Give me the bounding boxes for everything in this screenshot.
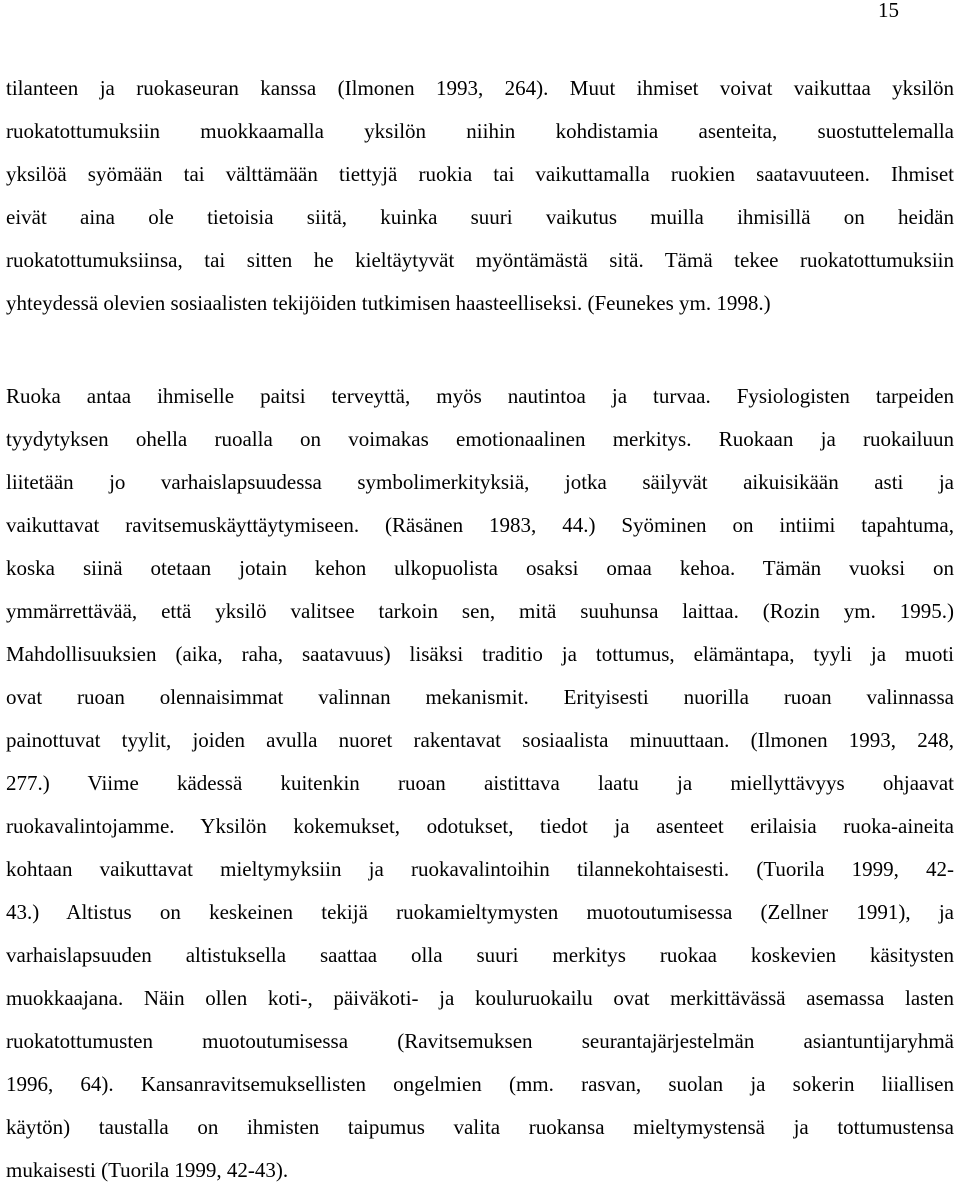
text-line: ovat ruoan olennaisimmat valinnan mekanismit. Erityisesti nuorilla ruoan valinnassa — [6, 685, 954, 709]
paragraph-social-factors — [6, 67, 954, 325]
text-line: muokkaajana. Näin ollen koti-, päiväkoti- ja kouluruokailu ovat merkittävässä asemassa lasten — [6, 986, 954, 1010]
text-line: painottuvat tyylit, joiden avulla nuoret rakentavat sosiaalista minuuttaan. (Ilmonen 1993, 248, — [6, 728, 954, 752]
text-line: ymmärrettävää, että yksilö valitsee tarkoin sen, mitä suuhunsa laittaa. (Rozin ym. 1995.) — [6, 599, 954, 623]
text-line: 277.) Viime kädessä kuitenkin ruoan aistittava laatu ja miellyttävyys ohjaavat — [6, 771, 954, 795]
text-line: Ruoka antaa ihmiselle paitsi terveyttä, myös nautintoa ja turvaa. Fysiologisten tarpeiden — [6, 384, 954, 408]
text-line: koska siinä otetaan jotain kehon ulkopuolista osaksi omaa kehoa. Tämän vuoksi on — [6, 556, 954, 580]
text-line: tilanteen ja ruokaseuran kanssa (Ilmonen 1993, 264). Muut ihmiset voivat vaikuttaa yksilön — [6, 76, 954, 100]
text-line: vaikuttavat ravitsemuskäyttäytymiseen. (Räsänen 1983, 44.) Syöminen on intiimi tapahtuma, — [6, 513, 954, 537]
text-line: liitetään jo varhaislapsuudessa symbolimerkityksiä, jotka säilyvät aikuisikään asti ja — [6, 470, 954, 494]
text-line: tyydytyksen ohella ruoalla on voimakas emotionaalinen merkitys. Ruokaan ja ruokailuun — [6, 427, 954, 451]
page-number: 15 — [878, 0, 899, 22]
text-line: ruokatottumuksiin muokkaamalla yksilön niihin kohdistamia asenteita, suostuttelemalla — [6, 119, 954, 143]
text-line: yhteydessä olevien sosiaalisten tekijöiden tutkimisen haasteelliseksi. (Feunekes ym. 1998.) — [6, 291, 771, 315]
text-line: käytön) taustalla on ihmisten taipumus valita ruokansa mieltymystensä ja tottumustensa — [6, 1115, 954, 1139]
text-line: yksilöä syömään tai välttämään tiettyjä ruokia tai vaikuttamalla ruokien saatavuuteen. Ihmiset — [6, 162, 954, 186]
paragraph-food-meaning — [6, 375, 954, 1192]
text-line: ruokatottumusten muotoutumisessa (Ravitsemuksen seurantajärjestelmän asiantuntijaryhmä — [6, 1029, 954, 1053]
text-line: ruokatottumuksiinsa, tai sitten he kieltäytyvät myöntämästä sitä. Tämä tekee ruokatottumuksiin — [6, 248, 954, 272]
text-line: kohtaan vaikuttavat mieltymyksiin ja ruokavalintoihin tilannekohtaisesti. (Tuorila 1999, 42- — [6, 857, 954, 881]
text-line: 43.) Altistus on keskeinen tekijä ruokamieltymysten muotoutumisessa (Zellner 1991), ja — [6, 900, 954, 924]
text-line: mukaisesti (Tuorila 1999, 42-43). — [6, 1158, 289, 1182]
text-line: ruokavalintojamme. Yksilön kokemukset, odotukset, tiedot ja asenteet erilaisia ruoka-aineita — [6, 814, 954, 838]
text-line: varhaislapsuuden altistuksella saattaa olla suuri merkitys ruokaa koskevien käsitysten — [6, 943, 954, 967]
text-line: Mahdollisuuksien (aika, raha, saatavuus) lisäksi traditio ja tottumus, elämäntapa, tyyli ja muoti — [6, 642, 954, 666]
text-line: eivät aina ole tietoisia siitä, kuinka suuri vaikutus muilla ihmisillä on heidän — [6, 205, 954, 229]
text-line: 1996, 64). Kansanravitsemuksellisten ongelmien (mm. rasvan, suolan ja sokerin liiallisen — [6, 1072, 954, 1096]
